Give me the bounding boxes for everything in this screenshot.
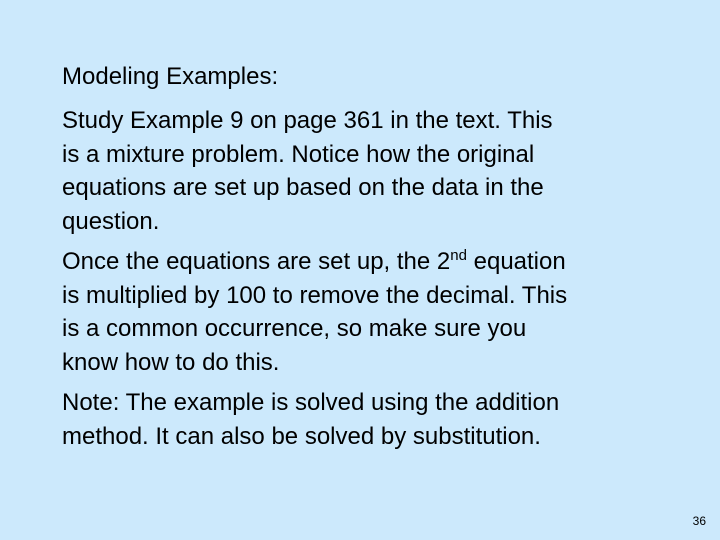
slide-title: Modeling Examples:	[62, 63, 279, 90]
body-line: Study Example 9 on page 361 in the text. This	[62, 107, 553, 134]
body-line	[62, 245, 672, 279]
body-line: Note: The example is solved using the addition	[62, 389, 560, 416]
body-line: question.	[62, 207, 160, 235]
body-line: method. It can also be solved by substitution.	[62, 422, 541, 450]
body-line: equations are set up based on the data in the	[62, 174, 544, 201]
slide-number: 36	[692, 514, 706, 528]
slide-body	[62, 104, 672, 460]
body-line: know how to do this.	[62, 348, 280, 376]
body-line: is a common occurrence, so make sure you	[62, 315, 527, 342]
body-line: is multiplied by 100 to remove the decimal. This	[62, 281, 568, 309]
ordinal-superscript: nd	[450, 247, 467, 264]
paragraph-equations-setup	[62, 245, 672, 379]
body-line-text: equation	[466, 248, 566, 275]
paragraph-study-example	[62, 104, 672, 238]
body-line: is a mixture problem. Notice how the original	[62, 140, 535, 168]
paragraph-note	[62, 386, 672, 453]
body-line-text: Once the equations are set up, the 2	[62, 248, 451, 275]
